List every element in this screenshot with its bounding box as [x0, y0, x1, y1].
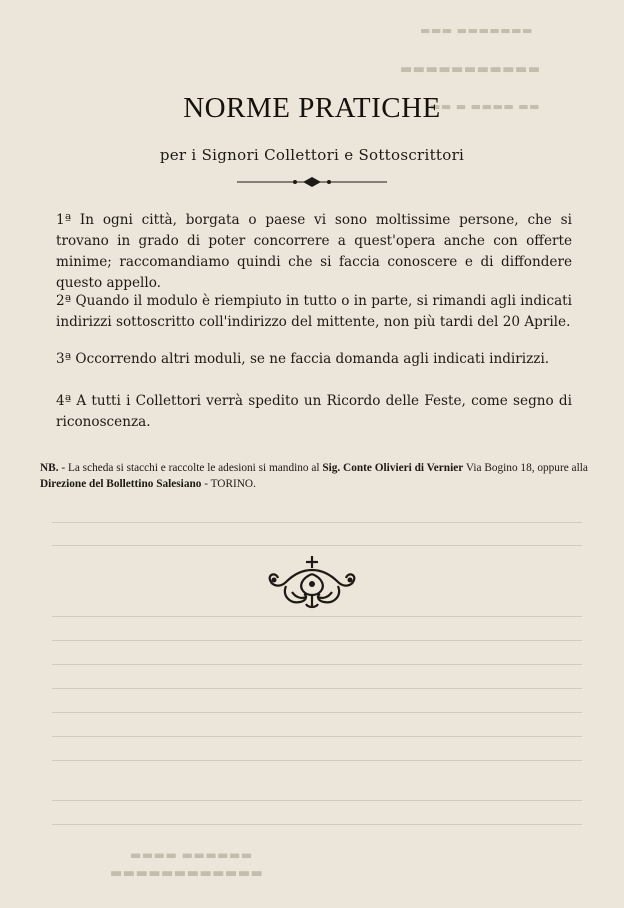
rule-text: Occorrendo altri moduli, se ne faccia domanda agli indicati indirizzi. [71, 351, 550, 367]
rule-number: 1ª [56, 212, 72, 228]
bleed-through-line [52, 800, 582, 801]
rule-number: 2ª [56, 293, 72, 309]
bleed-through-text: ▬▬ ▬ ▬▬▬▬ ▬▬ [430, 100, 541, 113]
bleed-through-line [52, 640, 582, 641]
rule-text: In ogni città, borgata o paese vi sono moltissime persone, che si trovano in grado di poter concorrere a quest'opera anche con offerte minime; raccomandiamo quindi che si faccia conoscere e di diffondere questo appello. [56, 212, 572, 291]
rule-paragraph-2 [56, 291, 572, 333]
bleed-through-line [52, 688, 582, 689]
nb-label: NB. [40, 462, 59, 474]
rule-paragraph-1 [56, 210, 572, 294]
floral-ornament-icon [262, 552, 362, 612]
bleed-through-text: ▬▬▬ ▬▬▬▬▬▬▬ [420, 24, 533, 37]
bleed-through-line [52, 616, 582, 617]
nb-text: - TORINO. [201, 478, 256, 490]
rule-text: A tutti i Collettori verrà spedito un Ricordo delle Feste, come segno di riconoscenza. [56, 393, 572, 430]
bleed-through-text: ▬▬▬▬▬▬▬▬▬▬▬ [400, 62, 541, 77]
bleed-through-text: ▬▬▬▬▬▬▬▬▬▬▬▬ [110, 866, 264, 881]
bleed-through-line [52, 664, 582, 665]
document-subtitle: per i Signori Collettori e Sottoscrittori [159, 146, 465, 164]
rule-number: 4ª [56, 393, 72, 409]
nb-recipient: Sig. Conte Olivieri di Vernier [322, 462, 464, 474]
bleed-through-line [52, 712, 582, 713]
bleed-through-line [52, 545, 582, 546]
document-title: NORME PRATICHE [183, 92, 441, 124]
bleed-through-line [52, 760, 582, 761]
nb-text: Via Bogino 18, oppure alla [463, 462, 588, 474]
nota-bene [40, 460, 588, 492]
bleed-through-line [52, 824, 582, 825]
bleed-through-line [52, 736, 582, 737]
bleed-through-text: ▬▬▬▬ ▬▬▬▬▬▬ [130, 848, 253, 862]
rule-text: Quando il modulo è riempiuto in tutto o in parte, si rimandi agli indicati indirizzi sottoscritto coll'indirizzo del mittente, non più tardi del 20 Aprile. [56, 293, 572, 330]
nb-text: - La scheda si stacchi e raccolte le adesioni si mandino al [58, 462, 323, 474]
bleed-through-line [52, 522, 582, 523]
divider-ornament [237, 176, 387, 188]
rule-paragraph-3 [56, 349, 572, 370]
rule-paragraph-4 [56, 391, 572, 433]
nb-direzione: Direzione del Bollettino Salesiano [40, 478, 202, 490]
rule-number: 3ª [56, 351, 72, 367]
